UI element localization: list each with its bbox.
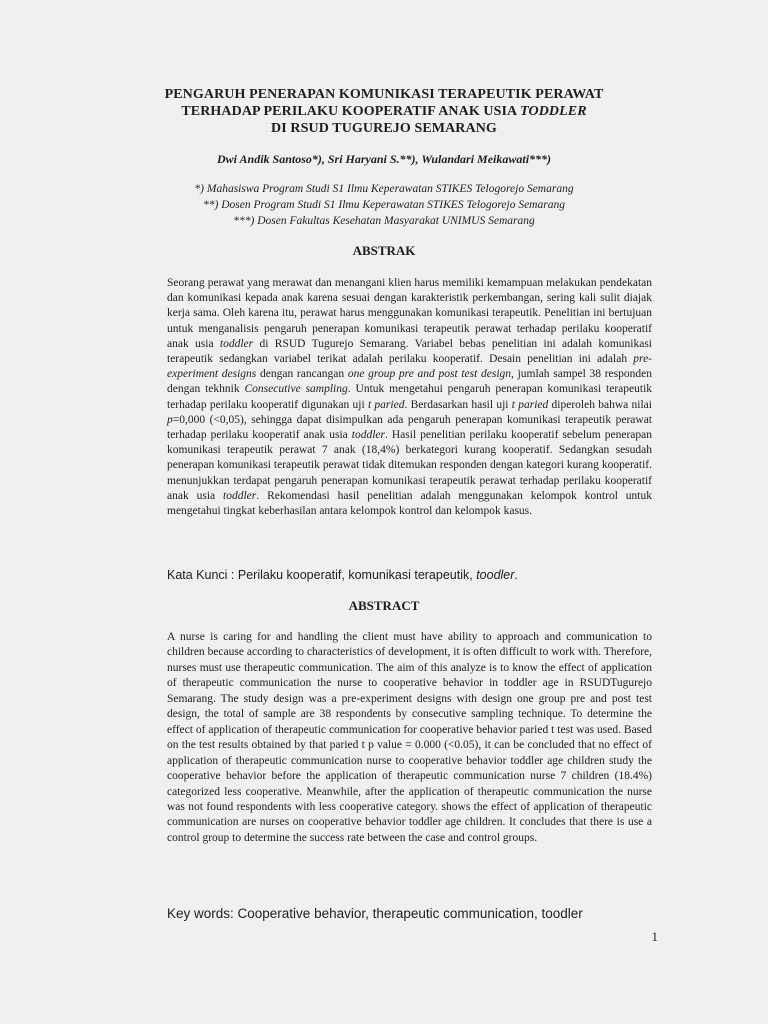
affiliation-3: ***) Dosen Fakultas Kesehatan Masyarakat UNIMUS Semarang	[233, 215, 535, 227]
abstrak-sampling: Consecutive sampling	[244, 383, 348, 396]
abstrak-text-1: Seorang perawat yang merawat dan menangani klien harus memiliki kemampuan melakukan pendekatan dan komunikasi kepada anak karena sesuai dengan karakteristik perkembangan, sering kali sulit diajak kerja sama. Oleh karena itu, perawat harus menggunakan komunikasi terapeutik. Penelitian ini bertujuan untuk menganalisis pengaruh penerapan komunikasi terapeutik perawat terhadap perilaku kooperatif anak usia	[167, 277, 652, 350]
abstrak-text-2: di RSUD Tugurejo Semarang. Variabel bebas penelitian ini adalah komunikasi terapeutik sedangkan variabel terikat adalah perilaku kooperatif. Desain penelitian ini adalah	[167, 337, 653, 366]
title-line-2-text: TERHADAP PERILAKU KOOPERATIF ANAK USIA	[181, 104, 521, 119]
abstrak-body	[167, 276, 652, 519]
abstrak-text-4: , jumlah sampel 38 responden dengan tekhnik	[167, 368, 652, 396]
abstrak-toddler-1: toddler	[219, 337, 254, 350]
key-words: Key words: Cooperative behavior, therapeutic communication, toodler	[167, 906, 583, 921]
title-line-2	[0, 103, 768, 120]
kata-kunci-label: Kata Kunci :	[167, 568, 238, 582]
abstrak-text-9: . Hasil penelitian perilaku kooperatif sebelum penerapan komunikasi terapeutik perawat 7 anak (18,4%) berkategori kurang kooperatif. Sedangkan sesudah penerapan komunikasi terapeutik perawat tidak ditemukan responden dengan kategori kurang kooperatif. menunjukkan terdapat pengaruh penerapan komunikasi terapeutik perawat terhadap perilaku kooperatif anak usia	[167, 429, 652, 502]
abstrak-text-3: dengan rancangan	[256, 368, 348, 381]
abstrak-t-paried-1: t paried	[367, 398, 405, 411]
paper-title	[0, 86, 768, 137]
abstrak-text-6: . Berdasarkan hasil uji	[404, 398, 512, 411]
affiliations	[0, 181, 768, 229]
abstrak-toddler-3: toddler	[223, 489, 257, 502]
abstrak-text-8: =0,000 (<0,05), sehingga dapat disimpulkan ada pengaruh penerapan komunikasi terapeutik perawat terhadap perilaku kooperatif anak usia	[167, 413, 652, 442]
abstrak-design: pre-experiment designs	[167, 353, 652, 381]
kata-kunci-italic: toodler	[476, 568, 515, 582]
abstrak-toddler-2: toddler	[351, 429, 385, 442]
abstrak-heading: ABSTRAK	[352, 243, 416, 258]
affiliation-2: **) Dosen Program Studi S1 Ilmu Keperawatan STIKES Telogorejo Semarang	[203, 199, 565, 211]
abstrak-group-design: one group pre and post test design	[347, 368, 512, 381]
abstrak-text-7: diperoleh bahwa nilai	[548, 398, 652, 411]
abstrak-text-5: . Untuk mengetahui pengaruh penerapan komunikasi terapeutik terhadap perilaku kooperatif digunakan uji	[167, 383, 653, 411]
abstrak-t-paried-2: t paried	[511, 398, 549, 411]
kata-kunci-end: .	[514, 568, 518, 582]
abstrak-p: p	[167, 413, 173, 426]
abstract-heading: ABSTRACT	[348, 598, 420, 613]
kata-kunci-text: Perilaku kooperatif, komunikasi terapeutik,	[237, 568, 477, 582]
title-line-3: DI RSUD TUGUREJO SEMARANG	[271, 121, 497, 136]
authors: Dwi Andik Santoso*), Sri Haryani S.**), Wulandari Meikawati***)	[216, 152, 552, 166]
abstract-body: A nurse is caring for and handling the client must have ability to approach and communication to children because according to characteristics of development, it is often difficult to work with. Therefore, nurses must use therapeutic communication. The aim of this analyze is to know the effect of application of therapeutic communication the nurse to cooperative behavior in toddler age in RSUDTugurejo Semarang. The study design was a pre-experiment designs with design one group pre and post test design, the total of sample are 38 respondents by consecutive sampling technique. To determine the effect of application of therapeutic communication for cooperative behavior paried t test was used. Based on the test results obtained by that paried t p value = 0.000 (<0.05), it can be concluded that no effect of application of therapeutic communication nurse to cooperative behavior toddler age children study the cooperative behavior before the application of therapeutic communication nurse 7 children (18.4%) categorized less cooperative. Meanwhile, after the application of therapeutic communication the nurse was not found respondents with less cooperative category. shows the effect of application of therapeutic communication are nurses on cooperative behavior toddler age children. It concludes that there is use a control group to determine the success rate between the case and control groups.	[167, 631, 652, 844]
title-toddler: TODDLER	[520, 104, 587, 119]
affiliation-1: *) Mahasiswa Program Studi S1 Ilmu Keperawatan STIKES Telogorejo Semarang	[194, 183, 574, 195]
abstrak-text-10: . Rekomendasi hasil penelitian adalah menggunakan kelompok kontrol untuk mengetahui tingkat keberhasilan antara kelompok kontrol dan kelompok kasus.	[167, 489, 652, 518]
kata-kunci	[167, 568, 652, 582]
title-line-1: PENGARUH PENERAPAN KOMUNIKASI TERAPEUTIK PERAWAT	[164, 87, 604, 102]
page-number: 1	[651, 929, 658, 944]
